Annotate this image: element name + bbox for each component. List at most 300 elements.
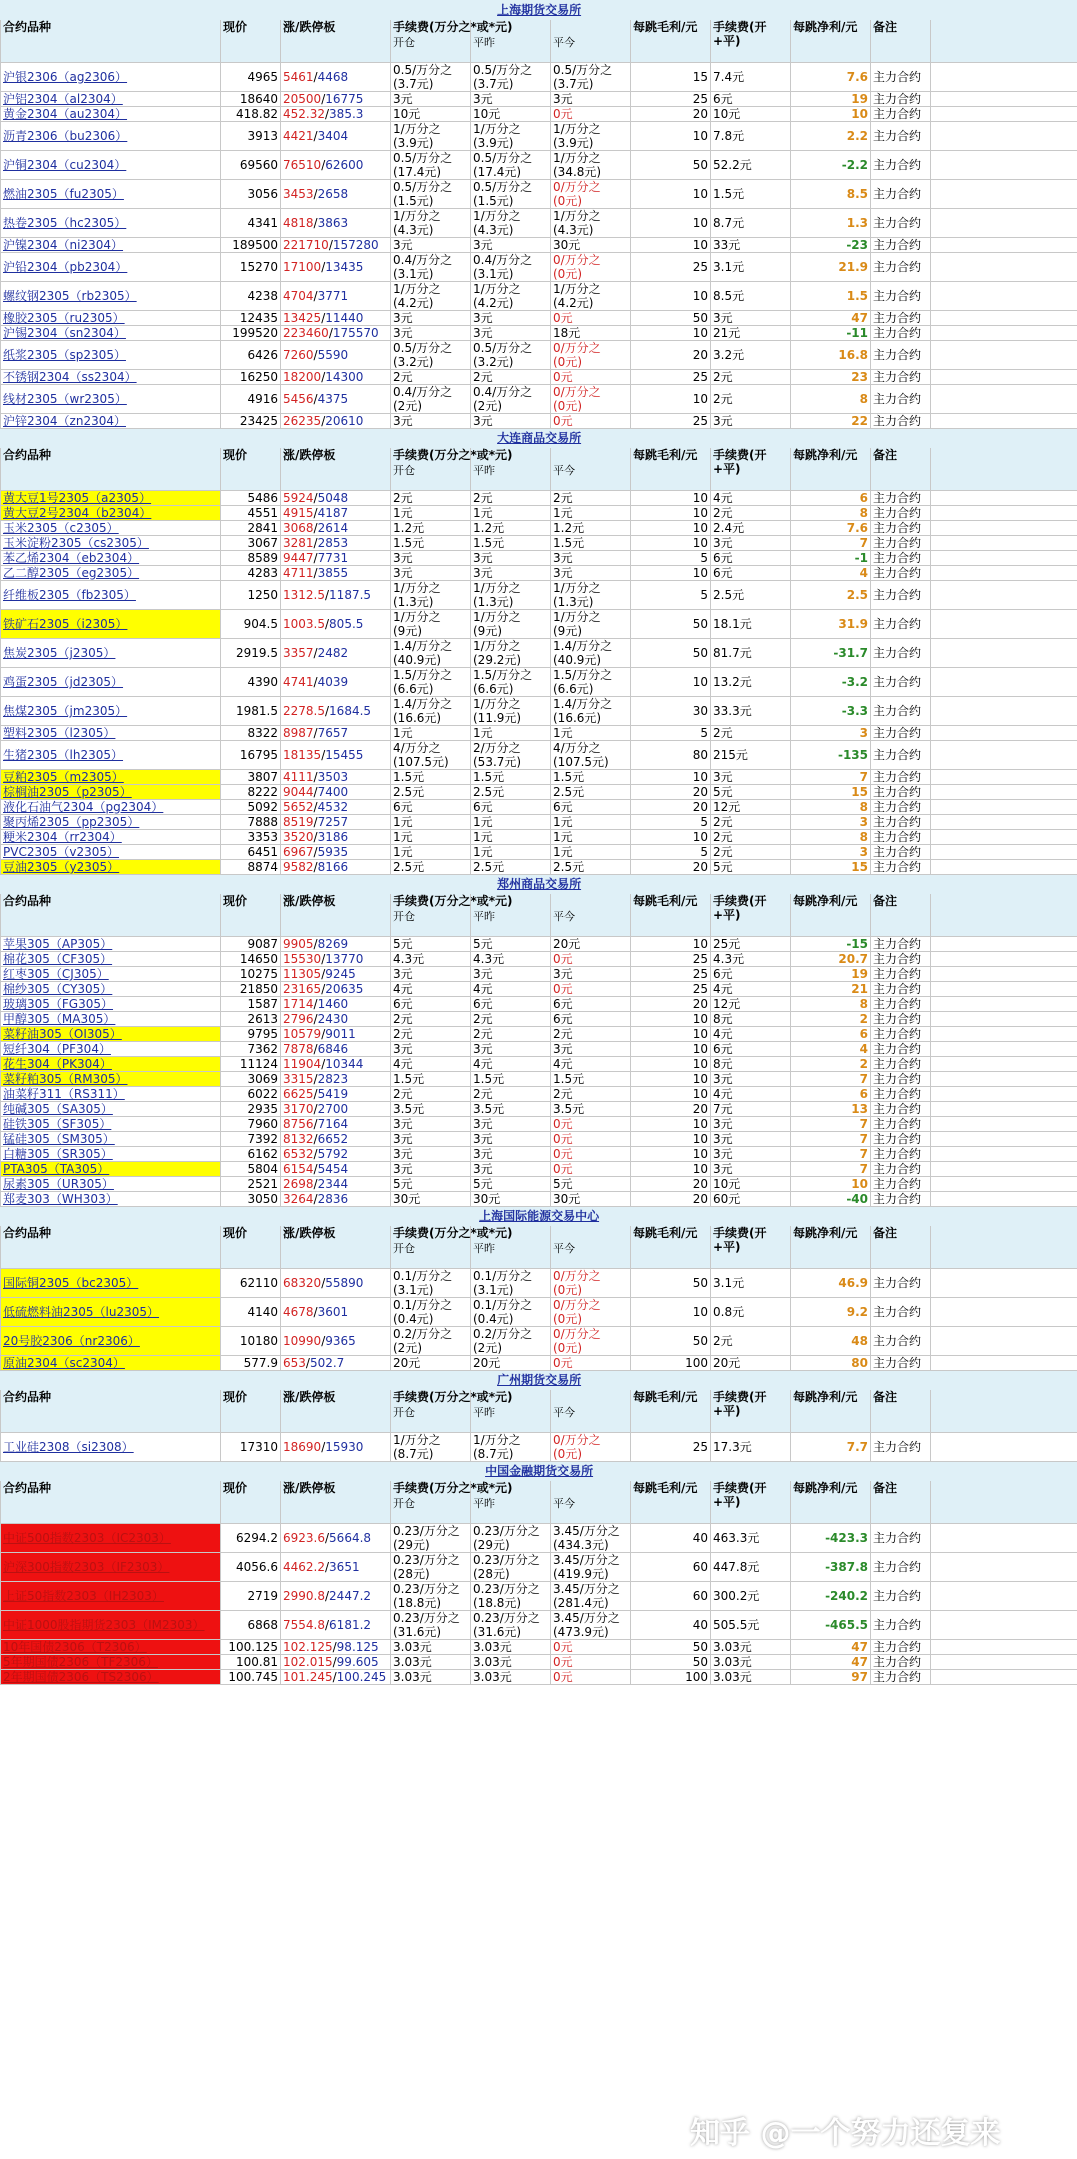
tick-profit-value: 10 <box>692 1147 708 1161</box>
note-value: 主力合约 <box>873 260 922 274</box>
fee-today-cell <box>551 253 631 282</box>
limit-cell <box>281 845 391 860</box>
contract-name-link[interactable]: 玉米淀粉2305（cs2305） <box>3 536 149 550</box>
exchange-title-text[interactable]: 中国金融期货交易所 <box>485 1464 594 1478</box>
fee-prevday-cell-line: 3.5元 <box>473 1102 505 1116</box>
limit-cell <box>281 815 391 830</box>
table-row <box>1 151 1077 180</box>
tick-profit-cell <box>631 341 711 370</box>
net-profit-value: 15 <box>851 785 868 799</box>
fee-total-value: 6元 <box>713 551 733 565</box>
table-row <box>1 122 1077 151</box>
tick-profit-value: 25 <box>692 370 708 384</box>
net-profit-value: -15 <box>846 937 868 951</box>
net-profit-value: -240.2 <box>825 1589 868 1603</box>
fee-today-cell <box>551 506 631 521</box>
note-cell <box>871 1027 931 1042</box>
fee-open-cell-line: 1元 <box>393 726 413 740</box>
fee-open-cell <box>391 521 471 536</box>
fee-today-cell <box>551 1177 631 1192</box>
limit-up-value: 10579 <box>283 1027 322 1041</box>
empty-cell <box>931 1102 1077 1117</box>
contract-name-link[interactable]: 沪镍2304（ni2304） <box>3 238 124 252</box>
note-value: 主力合约 <box>873 1132 922 1146</box>
contract-name-link[interactable]: 国际铜2305（bc2305） <box>3 1276 139 1290</box>
fee-total-cell <box>711 1298 791 1327</box>
tick-profit-cell <box>631 1640 711 1655</box>
contract-name-link[interactable]: 塑料2305（l2305） <box>3 726 116 740</box>
fee-today-cell <box>551 1640 631 1655</box>
tick-profit-cell <box>631 370 711 385</box>
contract-name-link[interactable]: 黄金2304（au2304） <box>3 107 128 121</box>
fee-open-cell-line: 0.23/万分之 <box>393 1582 460 1596</box>
fee-open-cell <box>391 1327 471 1356</box>
table-row <box>1 63 1077 92</box>
price-cell <box>221 1057 281 1072</box>
price-value: 7888 <box>247 815 278 829</box>
price-cell <box>221 1192 281 1207</box>
note-cell <box>871 92 931 107</box>
contract-name-link[interactable]: 燃油2305（fu2305） <box>3 187 124 201</box>
note-value: 主力合约 <box>873 997 922 1011</box>
contract-name-link[interactable]: 沪锌2304（zn2304） <box>3 414 126 428</box>
contract-name-link[interactable]: 聚丙烯2305（pp2305） <box>3 815 140 829</box>
fee-today-cell <box>551 238 631 253</box>
contract-name-link[interactable]: 鸡蛋2305（jd2305） <box>3 675 124 689</box>
tick-profit-cell <box>631 566 711 581</box>
fee-total-value: 3元 <box>713 1117 733 1131</box>
contract-name-link[interactable]: 2年期国债2306（TS2306） <box>3 1670 159 1684</box>
fee-today-cell-line: 1.5元 <box>553 1072 585 1086</box>
fee-open-cell-line: 3元 <box>393 238 413 252</box>
table-row <box>1 1670 1077 1685</box>
fee-prevday-cell-line: 3元 <box>473 551 493 565</box>
contract-name-link[interactable]: 沪铅2304（pb2304） <box>3 260 128 274</box>
header-prevday-text: 平昨 <box>473 36 495 49</box>
fee-open-cell <box>391 1192 471 1207</box>
limit-up-value: 11904 <box>283 1057 322 1071</box>
contract-name-link[interactable]: 液化石油气2304（pg2304） <box>3 800 164 814</box>
contract-name-link[interactable]: 焦炭2305（j2305） <box>3 646 116 660</box>
tick-profit-cell <box>631 385 711 414</box>
fee-total-value: 3元 <box>713 1162 733 1176</box>
fee-today-cell <box>551 1670 631 1685</box>
contract-name-link[interactable]: 沥青2306（bu2306） <box>3 129 128 143</box>
net-profit-value: 15 <box>851 860 868 874</box>
fee-open-cell <box>391 639 471 668</box>
fee-open-cell <box>391 610 471 639</box>
contract-name-link[interactable]: 郑麦303（WH303） <box>3 1192 118 1206</box>
net-profit-value: 8 <box>859 392 868 406</box>
limit-cell <box>281 952 391 967</box>
contract-name-link[interactable]: 橡胶2305（ru2305） <box>3 311 125 325</box>
contract-name-link[interactable]: 沪银2306（ag2306） <box>3 70 128 84</box>
price-cell <box>221 414 281 429</box>
fee-total-value: 8.7元 <box>713 216 745 230</box>
exchange-title <box>1 1371 1077 1390</box>
contract-name-link[interactable]: 上证50指数2303（IH2303） <box>3 1589 164 1603</box>
fee-total-cell <box>711 937 791 952</box>
contract-name-link[interactable]: 原油2304（sc2304） <box>3 1356 125 1370</box>
limit-separator: / <box>313 289 318 303</box>
fee-prevday-cell-line: (8.7元) <box>473 1447 514 1461</box>
limit-down-value: 55890 <box>325 1276 364 1290</box>
limit-up-value: 6967 <box>283 845 314 859</box>
limit-cell <box>281 1524 391 1553</box>
header-today <box>551 1481 631 1524</box>
fee-today-cell-line: (0元) <box>553 194 582 208</box>
exchange-title-text[interactable]: 上海期货交易所 <box>497 3 582 17</box>
contract-name-link[interactable]: 甲醇305（MA305） <box>3 1012 116 1026</box>
header-contract <box>1 448 221 491</box>
tick-profit-value: 30 <box>692 704 708 718</box>
fee-open-cell-line: 2元 <box>393 1027 413 1041</box>
price-value: 16250 <box>239 370 278 384</box>
header-tick-profit-text: 每跳毛利/元 <box>633 20 698 34</box>
note-value: 主力合约 <box>873 1072 922 1086</box>
limit-separator: / <box>321 1440 326 1454</box>
contract-name-link[interactable]: 苯乙烯2304（eb2304） <box>3 551 140 565</box>
limit-cell <box>281 1670 391 1685</box>
fee-today-cell-line: 1元 <box>553 726 573 740</box>
fee-today-cell-line: (0元) <box>553 355 582 369</box>
contract-name-link[interactable]: 纤维板2305（fb2305） <box>3 588 136 602</box>
table-row <box>1 726 1077 741</box>
net-profit-value: 47 <box>851 1655 868 1669</box>
note-cell <box>871 311 931 326</box>
net-profit-value: -2.2 <box>841 158 868 172</box>
limit-cell <box>281 610 391 639</box>
tick-profit-cell <box>631 1177 711 1192</box>
contract-name-link[interactable]: 不锈钢2304（ss2304） <box>3 370 137 384</box>
contract-name-link[interactable]: 沪深300指数2303（IF2303） <box>3 1560 170 1574</box>
note-cell <box>871 937 931 952</box>
tick-profit-cell <box>631 1087 711 1102</box>
fee-today-cell <box>551 982 631 997</box>
note-value: 主力合约 <box>873 982 922 996</box>
exchange-title-row <box>1 1 1077 20</box>
contract-name-link[interactable]: PVC2305（v2305） <box>3 845 120 859</box>
tick-profit-value: 60 <box>692 1560 708 1574</box>
price-value: 3353 <box>247 830 278 844</box>
contract-name-link[interactable]: 红枣305（CJ305） <box>3 967 109 981</box>
header-net <box>791 20 871 63</box>
contract-name-link[interactable]: 棉花305（CF305） <box>3 952 113 966</box>
fee-prevday-cell-line: 3元 <box>473 566 493 580</box>
contract-cell <box>1 326 221 341</box>
exchange-title-row <box>1 429 1077 448</box>
contract-name-link[interactable]: 10年国债2306（T2306） <box>3 1640 147 1654</box>
fee-open-cell-line: (3.1元) <box>393 1283 434 1297</box>
contract-name-link[interactable]: 玻璃305（FG305） <box>3 997 114 1011</box>
fee-prevday-cell-line: 0.5/万分之 <box>473 341 533 355</box>
fee-prevday-cell <box>471 1087 551 1102</box>
contract-name-link[interactable]: 苹果305（AP305） <box>3 937 113 951</box>
empty-cell <box>931 1298 1077 1327</box>
empty-cell <box>931 1192 1077 1207</box>
fee-today-cell-line: (4.3元) <box>553 223 594 237</box>
header-fee-total <box>711 1481 791 1524</box>
table-row <box>1 952 1077 967</box>
header-tick-profit <box>631 1226 711 1269</box>
contract-name-link[interactable]: 乙二醇2305（eg2305） <box>3 566 140 580</box>
contract-name-link[interactable]: 白糖305（SR305） <box>3 1147 113 1161</box>
fee-prevday-cell <box>471 282 551 311</box>
table-row <box>1 610 1077 639</box>
fee-today-cell <box>551 536 631 551</box>
fee-open-cell-line: (18.8元) <box>393 1596 442 1610</box>
contract-name-link[interactable]: PTA305（TA305） <box>3 1162 110 1176</box>
net-profit-value: 19 <box>851 92 868 106</box>
note-cell <box>871 1611 931 1640</box>
tick-profit-value: 10 <box>692 1042 708 1056</box>
note-cell <box>871 521 931 536</box>
header-contract <box>1 894 221 937</box>
contract-name-link[interactable]: 豆粕2305（m2305） <box>3 770 124 784</box>
fee-total-cell <box>711 209 791 238</box>
fee-prevday-cell-line: (29元) <box>473 1538 510 1552</box>
contract-name-link[interactable]: 20号胶2306（nr2306） <box>3 1334 140 1348</box>
contract-name-link[interactable]: 纯碱305（SA305） <box>3 1102 113 1116</box>
table-row <box>1 1582 1077 1611</box>
price-value: 11124 <box>239 1057 278 1071</box>
contract-name-link[interactable]: 热卷2305（hc2305） <box>3 216 127 230</box>
limit-separator: / <box>313 815 318 829</box>
fee-prevday-cell-line: (4.3元) <box>473 223 514 237</box>
empty-cell <box>931 1087 1077 1102</box>
tick-profit-cell <box>631 414 711 429</box>
contract-name-link[interactable]: 粳米2304（rr2304） <box>3 830 122 844</box>
fee-total-cell <box>711 107 791 122</box>
empty-cell <box>931 1327 1077 1356</box>
table-row <box>1 997 1077 1012</box>
contract-name-link[interactable]: 中证500指数2303（IC2303） <box>3 1531 171 1545</box>
fee-today-cell <box>551 1327 631 1356</box>
limit-separator: / <box>313 1072 318 1086</box>
fee-today-cell-line: 3.45/万分之 <box>553 1524 620 1538</box>
limit-cell <box>281 1611 391 1640</box>
contract-name-link[interactable]: 花生304（PK304） <box>3 1057 112 1071</box>
fee-total-cell <box>711 845 791 860</box>
fee-open-cell-line: 1.4/万分之 <box>393 697 453 711</box>
fee-open-cell-line: 1/万分之 <box>393 1433 441 1447</box>
limit-cell <box>281 1298 391 1327</box>
fee-open-cell <box>391 253 471 282</box>
limit-cell <box>281 741 391 770</box>
empty-cell <box>931 1655 1077 1670</box>
limit-up-value: 3453 <box>283 187 314 201</box>
table-row <box>1 1132 1077 1147</box>
note-cell <box>871 1327 931 1356</box>
fee-today-cell-line: 30元 <box>553 1192 581 1206</box>
contract-name-link[interactable]: 锰硅305（SM305） <box>3 1132 115 1146</box>
tick-profit-value: 60 <box>692 1589 708 1603</box>
note-cell <box>871 581 931 610</box>
header-fee-total-text: 手续费(开+平) <box>713 20 767 48</box>
fee-total-value: 7元 <box>713 1102 733 1116</box>
table-row <box>1 639 1077 668</box>
exchange-title-text[interactable]: 广州期货交易所 <box>497 1373 582 1387</box>
fee-total-value: 2元 <box>713 845 733 859</box>
contract-name-link[interactable]: 沪锡2304（sn2304） <box>3 326 126 340</box>
table-row <box>1 1012 1077 1027</box>
note-value: 主力合约 <box>873 70 922 84</box>
fee-total-cell <box>711 697 791 726</box>
limit-separator: / <box>321 1334 326 1348</box>
contract-name-link[interactable]: 油菜籽311（RS311） <box>3 1087 125 1101</box>
limit-up-value: 3315 <box>283 1072 314 1086</box>
net-profit-cell <box>791 1087 871 1102</box>
contract-name-link[interactable]: 中证1000股指期货2303（IM2303） <box>3 1618 205 1632</box>
contract-name-link[interactable]: 玉米2305（c2305） <box>3 521 119 535</box>
limit-down-value: 157280 <box>332 238 379 252</box>
limit-down-value: 5419 <box>317 1087 349 1101</box>
note-value: 主力合约 <box>873 521 922 535</box>
limit-up-value: 5652 <box>283 800 314 814</box>
limit-separator: / <box>313 1305 318 1319</box>
fee-open-cell-line: 0.23/万分之 <box>393 1524 460 1538</box>
contract-name-link[interactable]: 菜籽粕305（RM305） <box>3 1072 128 1086</box>
header-blank <box>931 1226 1077 1269</box>
net-profit-cell <box>791 668 871 697</box>
tick-profit-value: 10 <box>692 1132 708 1146</box>
fee-prevday-cell-line: 1.5元 <box>473 536 505 550</box>
fee-open-cell <box>391 697 471 726</box>
header-net <box>791 1390 871 1433</box>
fee-today-cell-line: 2元 <box>553 1027 573 1041</box>
fee-total-value: 4元 <box>713 1087 733 1101</box>
limit-down-value: 62600 <box>325 158 364 172</box>
fee-total-value: 13.2元 <box>713 675 752 689</box>
net-profit-value: 7.6 <box>846 521 868 535</box>
price-cell <box>221 341 281 370</box>
contract-name-link[interactable]: 低硫燃料油2305（lu2305） <box>3 1305 160 1319</box>
exchange-title-text[interactable]: 大连商品交易所 <box>497 431 582 445</box>
contract-name-link[interactable]: 焦煤2305（jm2305） <box>3 704 128 718</box>
tick-profit-cell <box>631 1012 711 1027</box>
fee-today-cell <box>551 1027 631 1042</box>
header-blank <box>931 1481 1077 1524</box>
limit-down-value: 3863 <box>317 216 349 230</box>
limit-up-value: 221710 <box>283 238 329 252</box>
tick-profit-value: 20 <box>692 348 708 362</box>
contract-name-link[interactable]: 菜籽油305（OI305） <box>3 1027 122 1041</box>
contract-name-link[interactable]: 工业硅2308（si2308） <box>3 1440 134 1454</box>
exchange-title-text[interactable]: 上海国际能源交易中心 <box>479 1209 600 1223</box>
note-value: 主力合约 <box>873 1640 922 1654</box>
tick-profit-cell <box>631 1102 711 1117</box>
contract-name-link[interactable]: 5年期国债2306（TF2306） <box>3 1655 158 1669</box>
net-profit-value: 21 <box>851 982 868 996</box>
contract-name-link[interactable]: 沪铜2304（cu2304） <box>3 158 127 172</box>
contract-name-link[interactable]: 棕榈油2305（p2305） <box>3 785 132 799</box>
note-value: 主力合约 <box>873 1177 922 1191</box>
limit-up-value: 9905 <box>283 937 314 951</box>
fee-total-cell <box>711 952 791 967</box>
header-net-text: 每跳净利/元 <box>793 1390 858 1404</box>
fee-total-cell <box>711 770 791 785</box>
tick-profit-value: 20 <box>692 1192 708 1206</box>
empty-cell <box>931 1147 1077 1162</box>
fee-today-cell <box>551 1012 631 1027</box>
tick-profit-value: 20 <box>692 107 708 121</box>
fee-prevday-cell <box>471 1177 551 1192</box>
header-net <box>791 448 871 491</box>
note-cell <box>871 385 931 414</box>
note-cell <box>871 414 931 429</box>
note-cell <box>871 1298 931 1327</box>
contract-name-link[interactable]: 纸浆2305（sp2305） <box>3 348 126 362</box>
net-profit-cell <box>791 1057 871 1072</box>
contract-name-link[interactable]: 生猪2305（lh2305） <box>3 748 124 762</box>
limit-up-value: 3170 <box>283 1102 314 1116</box>
limit-separator: / <box>313 506 318 520</box>
fee-open-cell <box>391 1298 471 1327</box>
price-value: 8874 <box>247 860 278 874</box>
fee-today-cell <box>551 1655 631 1670</box>
price-cell <box>221 845 281 860</box>
note-value: 主力合约 <box>873 158 922 172</box>
contract-name-link[interactable]: 铁矿石2305（i2305） <box>3 617 128 631</box>
exchange-title-row <box>1 875 1077 894</box>
limit-down-value: 8166 <box>317 860 349 874</box>
net-profit-cell <box>791 800 871 815</box>
limit-separator: / <box>321 370 326 384</box>
fee-today-cell <box>551 845 631 860</box>
note-cell <box>871 1192 931 1207</box>
contract-name-link[interactable]: 短纤304（PF304） <box>3 1042 111 1056</box>
limit-up-value: 7878 <box>283 1042 314 1056</box>
note-value: 主力合约 <box>873 92 922 106</box>
empty-cell <box>931 566 1077 581</box>
contract-name-link[interactable]: 豆油2305（y2305） <box>3 860 120 874</box>
fee-prevday-cell-line: 30元 <box>473 1192 501 1206</box>
contract-name-link[interactable]: 尿素305（UR305） <box>3 1177 114 1191</box>
empty-cell <box>931 1042 1077 1057</box>
limit-up-value: 4678 <box>283 1305 314 1319</box>
limit-separator: / <box>321 414 326 428</box>
contract-name-link[interactable]: 硅铁305（SF305） <box>3 1117 112 1131</box>
contract-name-link[interactable]: 棉纱305（CY305） <box>3 982 113 996</box>
limit-cell <box>281 209 391 238</box>
price-value: 16795 <box>239 748 278 762</box>
contract-name-link[interactable]: 沪铝2304（al2304） <box>3 92 123 106</box>
price-value: 6162 <box>247 1147 278 1161</box>
contract-name-link[interactable]: 黄大豆2号2304（b2304） <box>3 506 152 520</box>
header-price-text: 现价 <box>223 448 248 462</box>
fee-prevday-cell <box>471 639 551 668</box>
fee-today-cell <box>551 997 631 1012</box>
contract-name-link[interactable]: 线材2305（wr2305） <box>3 392 127 406</box>
empty-cell <box>931 770 1077 785</box>
fee-prevday-cell-line: (3.7元) <box>473 77 514 91</box>
limit-up-value: 4462.2 <box>283 1560 325 1574</box>
fee-today-cell-line: 1/万分之 <box>553 282 601 296</box>
fee-today-cell-line: 3元 <box>553 967 573 981</box>
header-contract-text: 合约品种 <box>3 448 52 462</box>
contract-name-link[interactable]: 螺纹钢2305（rb2305） <box>3 289 137 303</box>
tick-profit-cell <box>631 1298 711 1327</box>
fee-today-cell-line: 3.45/万分之 <box>553 1611 620 1625</box>
empty-cell <box>931 107 1077 122</box>
net-profit-value: -387.8 <box>825 1560 868 1574</box>
fee-open-cell-line: 3.5元 <box>393 1102 425 1116</box>
exchange-title-text[interactable]: 郑州商品交易所 <box>497 877 582 891</box>
note-value: 主力合约 <box>873 1012 922 1026</box>
contract-name-link[interactable]: 黄大豆1号2305（a2305） <box>3 491 152 505</box>
price-value: 3067 <box>247 536 278 550</box>
fee-open-cell-line: (1.3元) <box>393 595 434 609</box>
